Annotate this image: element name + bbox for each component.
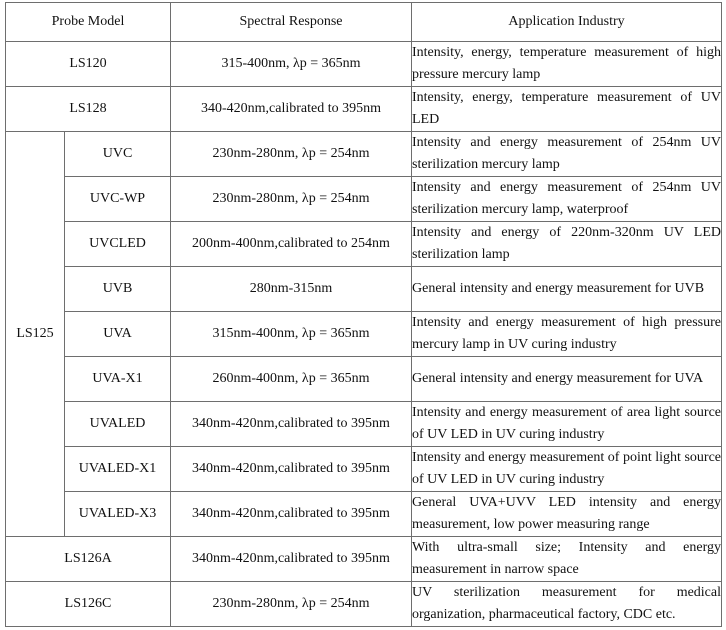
- spectral-response-cell: 315-400nm, λp = 365nm: [171, 42, 412, 87]
- spectral-response-cell: 200nm-400nm,calibrated to 254nm: [171, 222, 412, 267]
- spectral-response-cell: 340nm-420nm,calibrated to 395nm: [171, 402, 412, 447]
- spectral-response-cell: 315nm-400nm, λp = 365nm: [171, 312, 412, 357]
- probe-model-cell: LS128: [6, 87, 171, 132]
- table-row: [6, 177, 722, 222]
- application-cell: With ultra-small size; Intensity and energy measurement in narrow space: [412, 537, 722, 582]
- spectral-response-cell: 260nm-400nm, λp = 365nm: [171, 357, 412, 402]
- application-cell: Intensity and energy of 220nm-320nm UV LED sterilization lamp: [412, 222, 722, 267]
- sub-model-cell: UVALED-X1: [65, 447, 171, 492]
- header-row: [6, 3, 722, 42]
- spectral-response-cell: 280nm-315nm: [171, 267, 412, 312]
- sub-model-cell: UVA: [65, 312, 171, 357]
- application-cell: Intensity and energy measurement of 254nm UV sterilization mercury lamp: [412, 132, 722, 177]
- probe-model-cell: LS126C: [6, 582, 171, 627]
- header-spectral-response: Spectral Response: [171, 3, 412, 42]
- table-row: [6, 132, 722, 177]
- spectral-response-cell: 340nm-420nm,calibrated to 395nm: [171, 447, 412, 492]
- spectral-response-cell: 340nm-420nm,calibrated to 395nm: [171, 492, 412, 537]
- table-row: [6, 357, 722, 402]
- application-cell: Intensity, energy, temperature measurement of high pressure mercury lamp: [412, 42, 722, 87]
- sub-model-cell: UVALED-X3: [65, 492, 171, 537]
- probe-spec-table: [5, 2, 722, 627]
- table-row: [6, 492, 722, 537]
- spectral-response-cell: 340nm-420nm,calibrated to 395nm: [171, 537, 412, 582]
- spectral-response-cell: 230nm-280nm, λp = 254nm: [171, 132, 412, 177]
- probe-model-cell: LS120: [6, 42, 171, 87]
- table-row: [6, 87, 722, 132]
- application-cell: General intensity and energy measurement for UVA: [412, 357, 722, 402]
- application-cell: Intensity and energy measurement of 254nm UV sterilization mercury lamp, waterproof: [412, 177, 722, 222]
- table-row: [6, 537, 722, 582]
- sub-model-cell: UVALED: [65, 402, 171, 447]
- probe-model-cell: LS126A: [6, 537, 171, 582]
- table-row: [6, 42, 722, 87]
- application-cell: Intensity and energy measurement of area light source of UV LED in UV curing industry: [412, 402, 722, 447]
- table-row: [6, 267, 722, 312]
- header-application-industry: Application Industry: [412, 3, 722, 42]
- table-row: [6, 402, 722, 447]
- application-cell: Intensity and energy measurement of high pressure mercury lamp in UV curing industry: [412, 312, 722, 357]
- spectral-response-cell: 230nm-280nm, λp = 254nm: [171, 582, 412, 627]
- probe-group-cell: LS125: [6, 132, 65, 537]
- application-cell: Intensity, energy, temperature measurement of UV LED: [412, 87, 722, 132]
- table-row: [6, 312, 722, 357]
- header-probe-model: Probe Model: [6, 3, 171, 42]
- table-row: [6, 582, 722, 627]
- sub-model-cell: UVC-WP: [65, 177, 171, 222]
- sub-model-cell: UVC: [65, 132, 171, 177]
- table-row: [6, 447, 722, 492]
- sub-model-cell: UVCLED: [65, 222, 171, 267]
- application-cell: General UVA+UVV LED intensity and energy measurement, low power measuring range: [412, 492, 722, 537]
- sub-model-cell: UVB: [65, 267, 171, 312]
- application-cell: Intensity and energy measurement of point light source of UV LED in UV curing industry: [412, 447, 722, 492]
- spectral-response-cell: 340-420nm,calibrated to 395nm: [171, 87, 412, 132]
- sub-model-cell: UVA-X1: [65, 357, 171, 402]
- application-cell: UV sterilization measurement for medical organization, pharmaceutical factory, CDC etc.: [412, 582, 722, 627]
- application-cell: General intensity and energy measurement for UVB: [412, 267, 722, 312]
- spectral-response-cell: 230nm-280nm, λp = 254nm: [171, 177, 412, 222]
- table-row: [6, 222, 722, 267]
